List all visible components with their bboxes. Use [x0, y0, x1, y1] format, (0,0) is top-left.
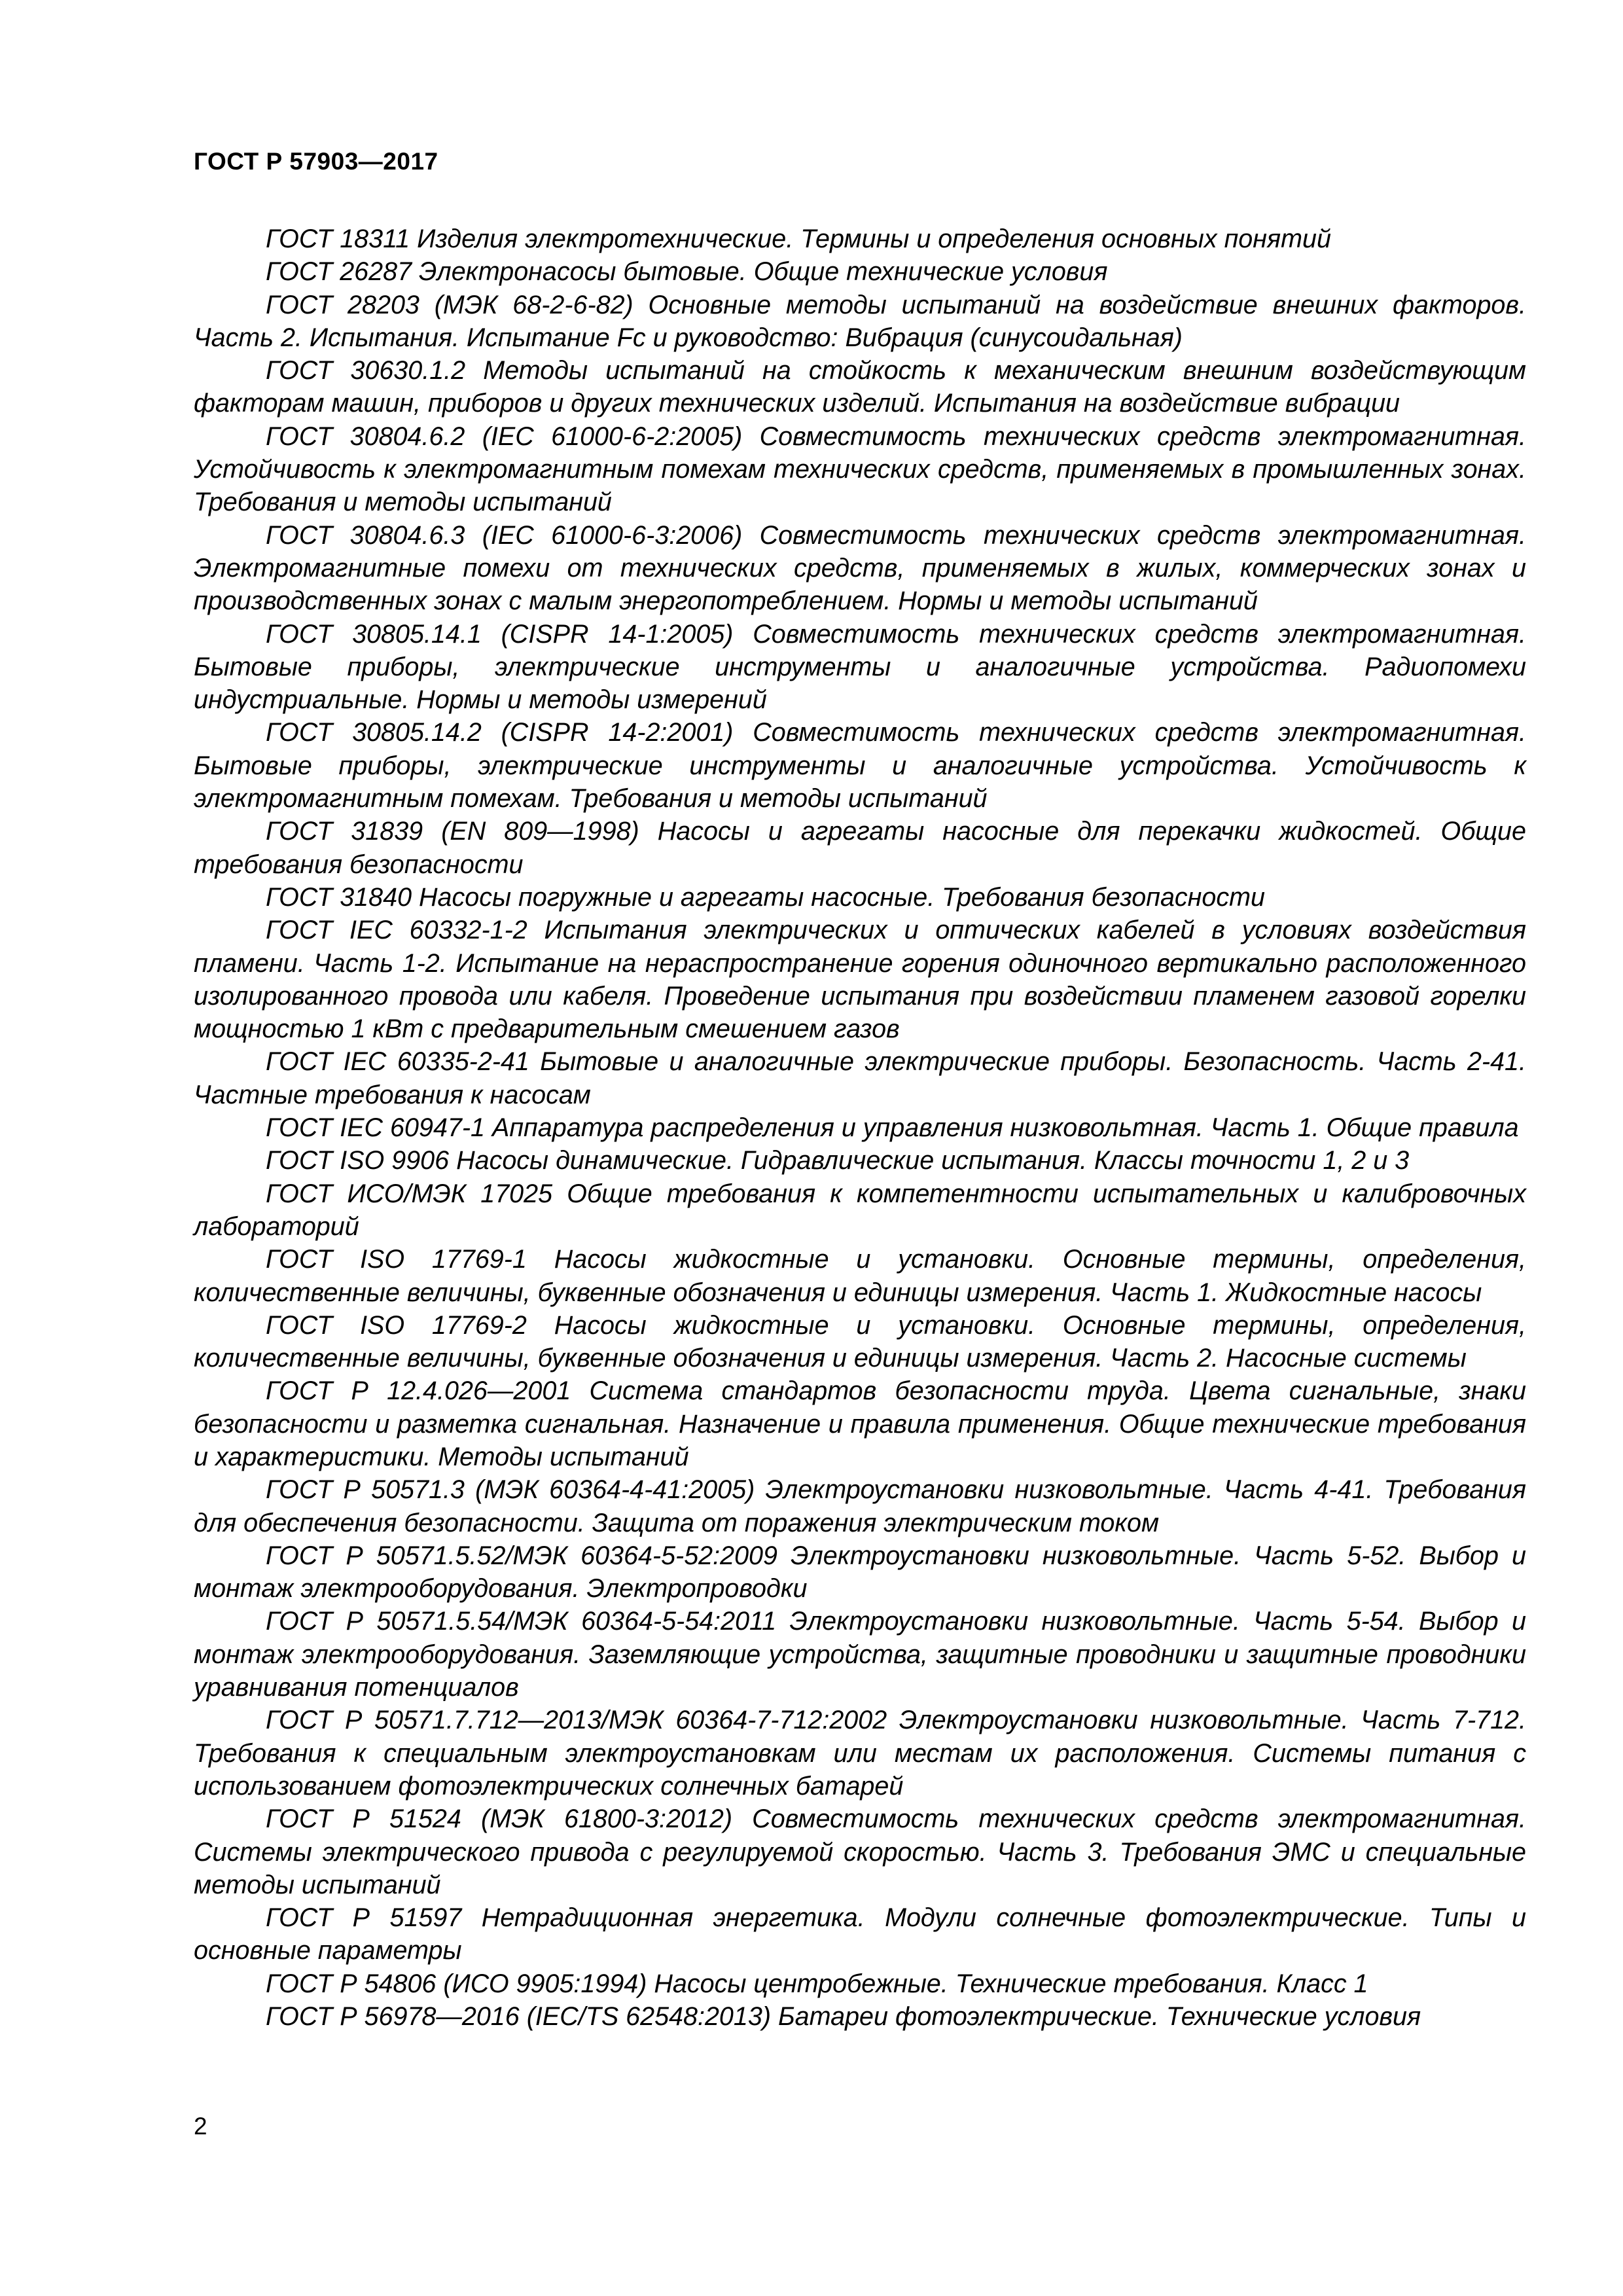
- normative-references-list: [194, 223, 1526, 2033]
- reference-item: ГОСТ Р 50571.7.712—2013/МЭК 60364-7-712:2002 Электроустановки низковольтные. Часть 7-712. Требования к специальным электроустановкам или местам их расположения. Системы питания с использованием фотоэлектрических солнечных батарей: [194, 1706, 1526, 1801]
- reference-item: ГОСТ 30805.14.2 (CISPR 14-2:2001) Совместимость технических средств электромагнитная. Бытовые приборы, электрические инструменты и аналогичные устройства. Устойчивость к электромагнитным помехам. Требования и методы испытаний: [194, 718, 1526, 814]
- reference-item: ГОСТ Р 56978—2016 (IEC/TS 62548:2013) Батареи фотоэлектрические. Технические условия: [266, 2002, 1421, 2032]
- reference-item: ГОСТ ISO 9906 Насосы динамические. Гидравлические испытания. Классы точности 1, 2 и 3: [266, 1146, 1410, 1175]
- reference-item: ГОСТ 30805.14.1 (CISPR 14-1:2005) Совместимость технических средств электромагнитная. Бытовые приборы, электрические инструменты и аналогичные устройства. Радиопомехи индустриальные. Нормы и методы измерений: [194, 619, 1526, 715]
- reference-item: ГОСТ Р 54806 (ИСО 9905:1994) Насосы центробежные. Технические требования. Класс 1: [266, 1969, 1368, 1998]
- reference-item: ГОСТ Р 51524 (МЭК 61800-3:2012) Совместимость технических средств электромагнитная. Системы электрического привода с регулируемой скоростью. Часть 3. Требования ЭМС и специальные методы испытаний: [194, 1804, 1526, 1899]
- reference-item: ГОСТ 28203 (МЭК 68-2-6-82) Основные методы испытаний на воздействие внешних факторов. Часть 2. Испытания. Испытание Fc и руководство: Вибрация (синусоидальная): [194, 290, 1526, 352]
- reference-item: ГОСТ 30804.6.3 (IEC 61000-6-3:2006) Совместимость технических средств электромагнитная. Электромагнитные помехи от технических средств, применяемых в жилых, коммерческих зонах и производственных зонах с малым энергопотреблением. Нормы и методы испытаний: [194, 520, 1526, 616]
- page-number: 2: [194, 2113, 207, 2140]
- reference-item: ГОСТ IEC 60335-2-41 Бытовые и аналогичные электрические приборы. Безопасность. Часть 2-41. Частные требования к насосам: [194, 1047, 1526, 1109]
- reference-item: ГОСТ Р 50571.3 (МЭК 60364-4-41:2005) Электроустановки низковольтные. Часть 4-41. Требования для обеспечения безопасности. Защита от поражения электрическим током: [194, 1475, 1526, 1537]
- reference-item: ГОСТ IEC 60332-1-2 Испытания электрических и оптических кабелей в условиях воздействия пламени. Часть 1-2. Испытание на нераспространение горения одиночного вертикально расположенного изолированного провода или кабеля. Проведение испытания при воздействии пламенем газовой горелки мощностью 1 кВт с предварительным смешением газов: [194, 916, 1526, 1044]
- reference-item: ГОСТ Р 12.4.026—2001 Система стандартов безопасности труда. Цвета сигнальные, знаки безопасности и разметка сигнальная. Назначение и правила применения. Общие технические требования и характеристики. Методы испытаний: [194, 1376, 1526, 1471]
- reference-item: ГОСТ 18311 Изделия электротехнические. Термины и определения основных понятий: [266, 224, 1331, 253]
- reference-item: ГОСТ 30804.6.2 (IEC 61000-6-2:2005) Совместимость технических средств электромагнитная. Устойчивость к электромагнитным помехам технических средств, применяемых в промышленных зонах. Требования и методы испытаний: [194, 422, 1526, 517]
- reference-item: ГОСТ Р 51597 Нетрадиционная энергетика. Модули солнечные фотоэлектрические. Типы и основные параметры: [194, 1903, 1526, 1965]
- document-header-code: ГОСТ Р 57903—2017: [194, 148, 438, 175]
- reference-item: ГОСТ 31839 (EN 809—1998) Насосы и агрегаты насосные для перекачки жидкостей. Общие требования безопасности: [194, 817, 1526, 879]
- reference-item: ГОСТ ISO 17769-1 Насосы жидкостные и установки. Основные термины, определения, количественные величины, буквенные обозначения и единицы измерения. Часть 1. Жидкостные насосы: [194, 1245, 1526, 1307]
- reference-item: ГОСТ 31840 Насосы погружные и агрегаты насосные. Требования безопасности: [266, 882, 1265, 912]
- reference-item: ГОСТ 30630.1.2 Методы испытаний на стойкость к механическим внешним воздействующим факторам машин, приборов и других технических изделий. Испытания на воздействие вибрации: [194, 356, 1526, 418]
- reference-item: ГОСТ Р 50571.5.52/МЭК 60364-5-52:2009 Электроустановки низковольтные. Часть 5-52. Выбор и монтаж электрооборудования. Электропроводки: [194, 1541, 1526, 1604]
- reference-item: ГОСТ IEC 60947-1 Аппаратура распределения и управления низковольтная. Часть 1. Общие правила: [266, 1113, 1519, 1143]
- reference-item: ГОСТ ISO 17769-2 Насосы жидкостные и установки. Основные термины, определения, количественные величины, буквенные обозначения и единицы измерения. Часть 2. Насосные системы: [194, 1310, 1526, 1373]
- reference-item: ГОСТ ИСО/МЭК 17025 Общие требования к компетентности испытательных и калибровочных лабораторий: [194, 1179, 1526, 1241]
- reference-item: ГОСТ 26287 Электронасосы бытовые. Общие технические условия: [266, 257, 1108, 287]
- reference-item: ГОСТ Р 50571.5.54/МЭК 60364-5-54:2011 Электроустановки низковольтные. Часть 5-54. Выбор и монтаж электрооборудования. Заземляющие устройства, защитные проводники и защитные проводники уравнивания потенциалов: [194, 1607, 1526, 1702]
